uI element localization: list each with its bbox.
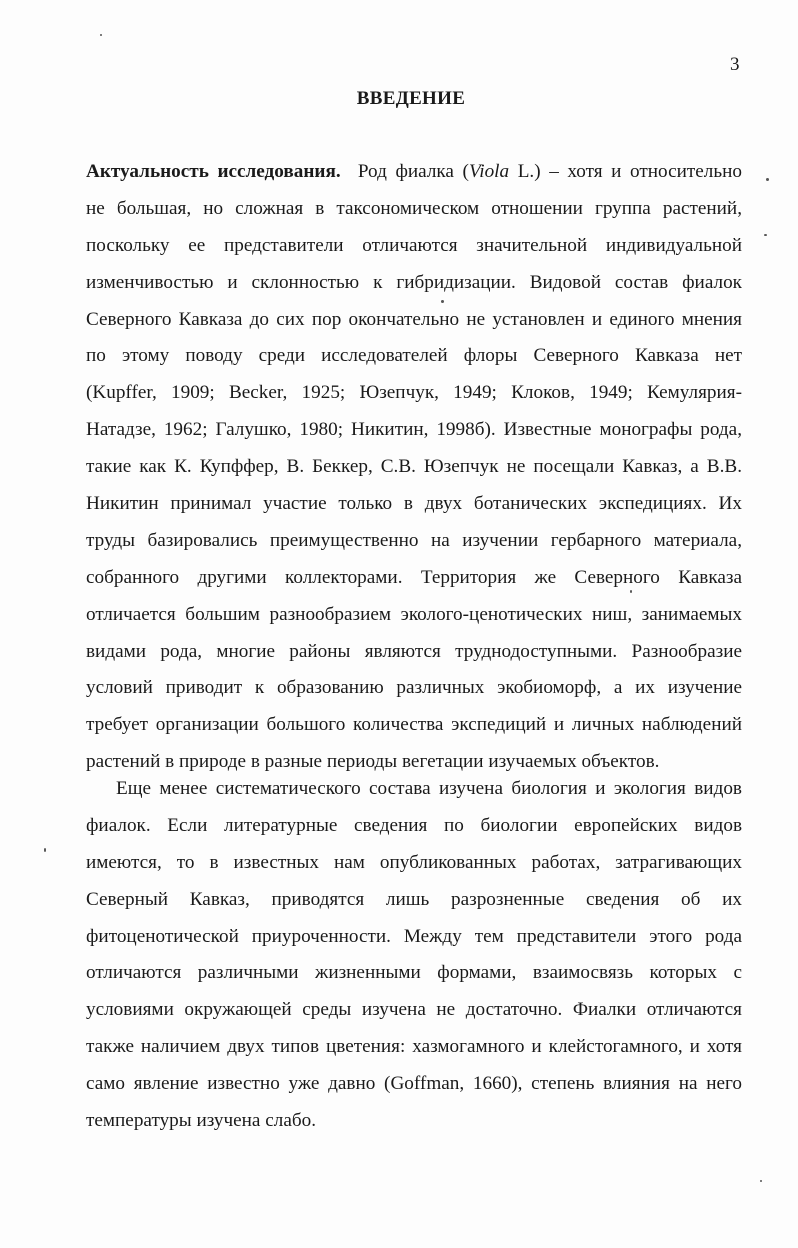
text-line: фитоценотической приуроченности. Между тем представители этого рода bbox=[86, 925, 742, 947]
text-line: требует организации большого количества экспедиций и личных наблюдений bbox=[86, 714, 742, 736]
text-line: условиями окружающей среды изучена не достаточно. Фиалки отличаются bbox=[86, 999, 742, 1021]
text-line: само явление известно уже давно (Goffman, 1660), степень влияния на него bbox=[86, 1073, 742, 1095]
text-line: Северный Кавказ, приводятся лишь разрозненные сведения об их bbox=[86, 888, 742, 910]
text-line: Северного Кавказа до сих пор окончательно не установлен и единого мнения bbox=[86, 308, 742, 330]
scan-speck bbox=[100, 34, 102, 36]
text-line: не большая, но сложная в таксономическом отношении группа растений, bbox=[86, 197, 742, 219]
scan-speck bbox=[441, 300, 444, 303]
page-number: 3 bbox=[730, 54, 740, 75]
text-line: также наличием двух типов цветения: хазмогамного и клейстогамного, и хотя bbox=[86, 1036, 742, 1058]
text-line: видами рода, многие районы являются труднодоступными. Разнообразие bbox=[86, 640, 742, 662]
page-title: ВВЕДЕНИЕ bbox=[356, 88, 466, 109]
text-line: Натадзе, 1962; Галушко, 1980; Никитин, 1998б). Известные монографы рода, bbox=[86, 419, 742, 441]
text-line: труды базировались преимущественно на изучении гербарного материала, bbox=[86, 529, 742, 551]
text-line: условий приводит к образованию различных экобиоморф, а их изучение bbox=[86, 677, 742, 699]
paragraph-relevance bbox=[86, 154, 742, 781]
text-line: отличаются различными жизненными формами, взаимосвязь которых с bbox=[86, 962, 742, 984]
text-line: Никитин принимал участие только в двух ботанических экспедициях. Их bbox=[86, 493, 742, 515]
scan-speck bbox=[44, 848, 46, 852]
text-line: растений в природе в разные периоды вегетации изучаемых объектов. bbox=[86, 751, 660, 773]
text-line: поскольку ее представители отличаются значительной индивидуальной bbox=[86, 234, 742, 256]
text-line: температуры изучена слабо. bbox=[86, 1110, 316, 1132]
text-fragment: Род фиалка ( bbox=[357, 161, 469, 182]
scan-speck bbox=[766, 178, 769, 181]
text-line: Еще менее систематического состава изучена биология и экология видов bbox=[116, 778, 742, 799]
scan-speck bbox=[764, 234, 767, 236]
text-line: фиалок. Если литературные сведения по биологии европейских видов bbox=[86, 814, 742, 836]
scan-speck bbox=[760, 1180, 762, 1182]
scan-speck bbox=[630, 590, 632, 593]
latin-genus-name: Viola bbox=[468, 161, 510, 182]
text-line: отличается большим разнообразием эколого-ценотических ниш, занимаемых bbox=[86, 603, 742, 625]
text-line: такие как К. Купффер, В. Беккер, С.В. Юзепчук не посещали Кавказ, а В.В. bbox=[86, 456, 742, 478]
section-heading: Актуальность исследования. bbox=[86, 161, 341, 182]
text-line: по этому поводу среди исследователей флоры Северного Кавказа нет bbox=[86, 345, 742, 367]
text-line: имеются, то в известных нам опубликованных работах, затрагивающих bbox=[86, 851, 742, 873]
text-fragment: L.) – хотя и относительно bbox=[509, 161, 742, 182]
text-line: собранного другими коллекторами. Территория же Северного Кавказа bbox=[86, 566, 742, 588]
text-line: изменчивостью и склонностью к гибридизации. Видовой состав фиалок bbox=[86, 271, 742, 293]
text-line bbox=[86, 154, 742, 191]
paragraph-biology bbox=[86, 771, 742, 1140]
text-line: (Kupffer, 1909; Becker, 1925; Юзепчук, 1949; Клоков, 1949; Кемулярия- bbox=[86, 382, 742, 404]
